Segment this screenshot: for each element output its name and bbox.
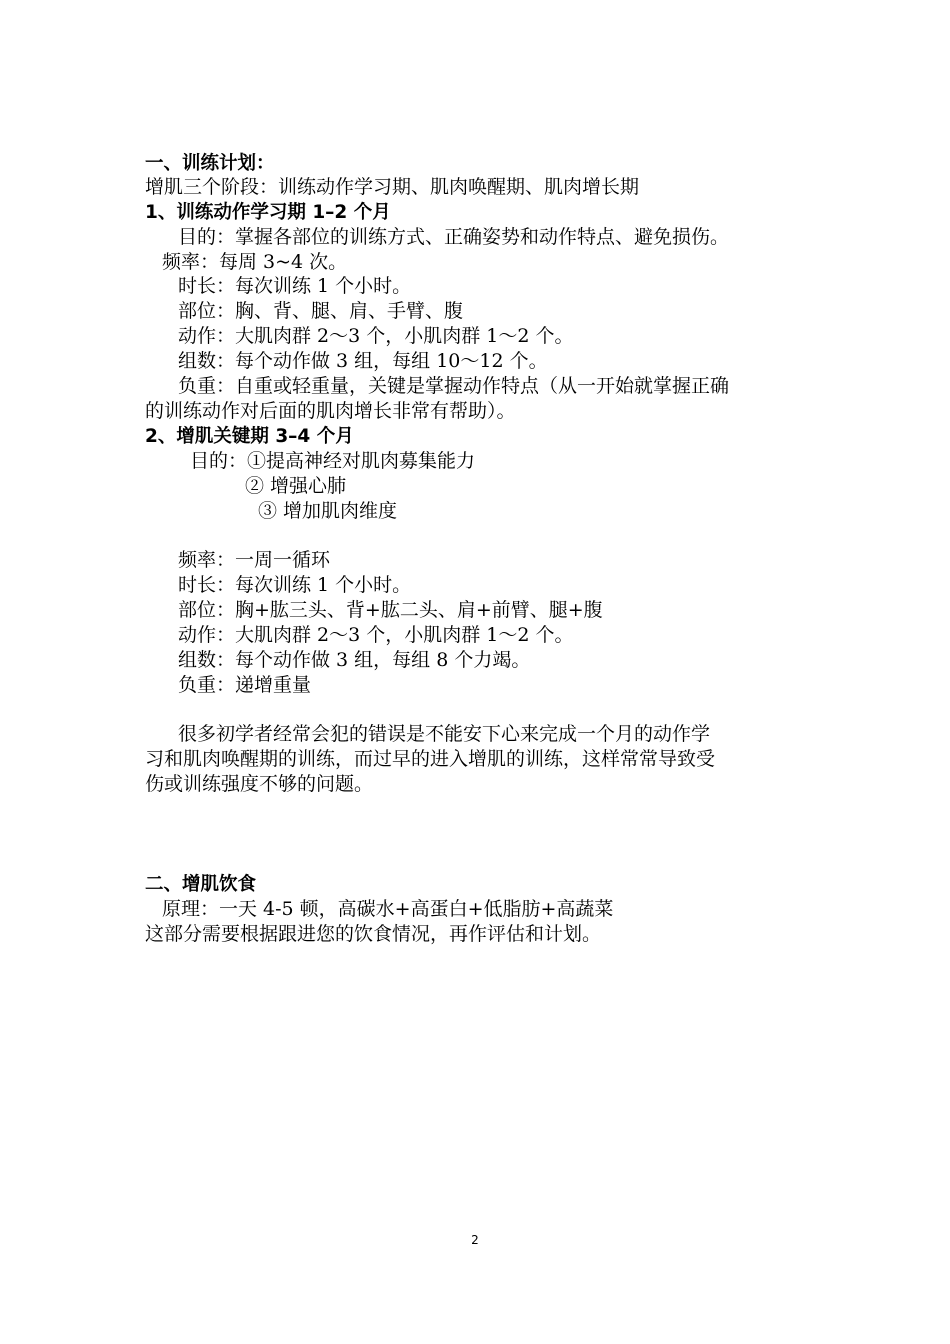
section1-intro: 增肌三个阶段：训练动作学习期、肌肉唤醒期、肌肉增长期 (145, 176, 640, 198)
phase2-movements: 动作：大肌肉群 2～3 个，小肌肉群 1～2 个。 (178, 624, 574, 646)
phase2-duration: 时长：每次训练 1 个小时。 (178, 574, 412, 596)
phase1-sets: 组数：每个动作做 3 组，每组 10～12 个。 (178, 350, 548, 372)
phase2-title: 2、增肌关键期 3–4 个月 (145, 426, 354, 447)
phase2-purpose-2: ② 增强心肺 (245, 475, 347, 497)
phase1-title: 1、训练动作学习期 1–2 个月 (145, 202, 391, 223)
section1-heading: 一、训练计划： (145, 153, 275, 174)
phase2-parts: 部位：胸+肱三头、背+肱二头、肩+前臂、腿+腹 (178, 599, 603, 621)
phase2-frequency: 频率：一周一循环 (178, 549, 331, 571)
phase1-parts: 部位：胸、背、腿、肩、手臂、腹 (178, 300, 464, 322)
phase1-purpose: 目的：掌握各部位的训练方式、正确姿势和动作特点、避免损伤。 (178, 226, 730, 248)
phase2-sets: 组数：每个动作做 3 组，每组 8 个力竭。 (178, 649, 531, 671)
phase1-duration: 时长：每次训练 1 个小时。 (178, 275, 412, 297)
phase2-purpose-3: ③ 增加肌肉维度 (258, 500, 398, 522)
page-number: 2 (471, 1233, 479, 1247)
phase2-purpose-1: 目的：①提高神经对肌肉募集能力 (190, 450, 476, 472)
section2-heading: 二、增肌饮食 (145, 874, 257, 895)
phase1-movements: 动作：大肌肉群 2～3 个，小肌肉群 1～2 个。 (178, 325, 574, 347)
section2-principle: 原理：一天 4-5 顿，高碳水+高蛋白+低脂肪+高蔬菜 (162, 898, 614, 920)
phase1-frequency: 频率：每周 3~4 次。 (162, 251, 348, 273)
phase2-load: 负重：递增重量 (178, 674, 312, 696)
note-line-3: 伤或训练强度不够的问题。 (145, 773, 374, 795)
note-line-2: 习和肌肉唤醒期的训练，而过早的进入增肌的训练，这样常常导致受 (145, 748, 716, 770)
phase1-load-line2: 的训练动作对后面的肌肉增长非常有帮助）。 (145, 400, 516, 422)
note-line-1: 很多初学者经常会犯的错误是不能安下心来完成一个月的动作学 (178, 723, 711, 745)
phase1-load-line1: 负重：自重或轻重量，关键是掌握动作特点（从一开始就掌握正确 (178, 375, 730, 397)
section2-note: 这部分需要根据跟进您的饮食情况，再作评估和计划。 (145, 923, 602, 945)
